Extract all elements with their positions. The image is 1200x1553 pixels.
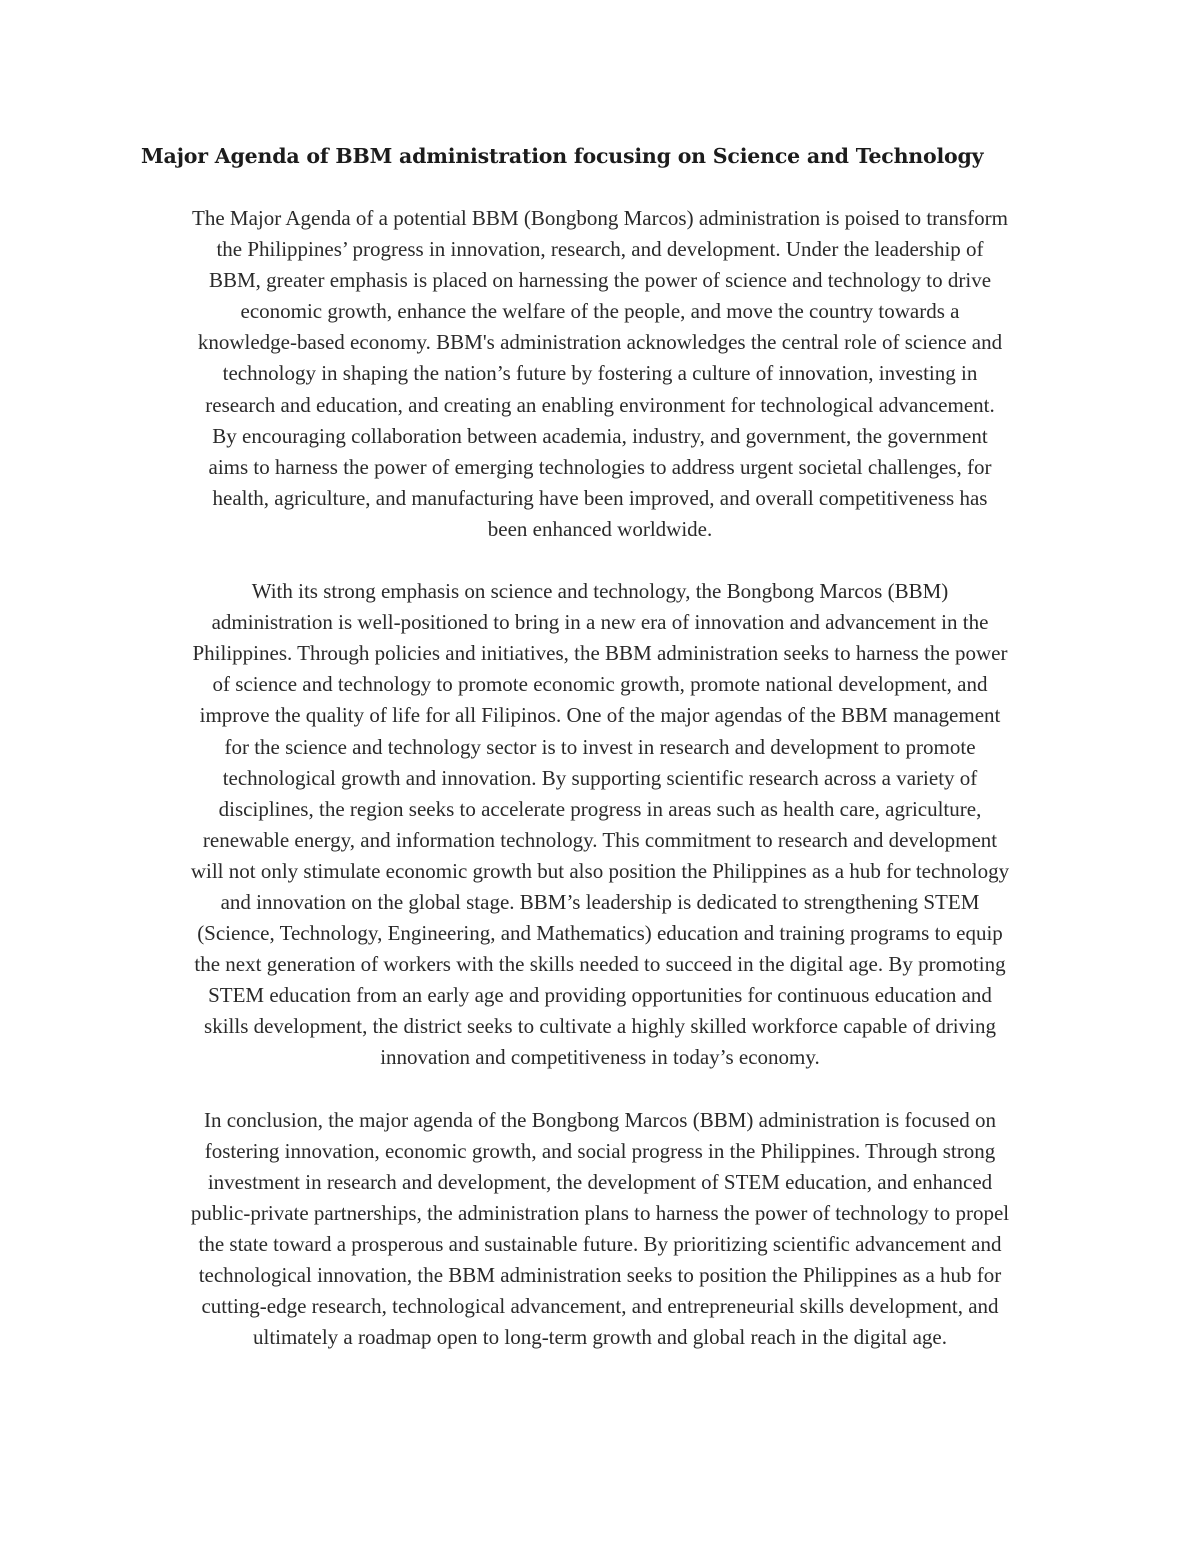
- text-line: STEM education from an early age and providing opportunities for continuous education and: [208, 983, 992, 1008]
- text-line: ultimately a roadmap open to long-term growth and global reach in the digital age.: [253, 1325, 947, 1350]
- text-line: disciplines, the region seeks to accelerate progress in areas such as health care, agriculture,: [218, 796, 982, 821]
- text-line: technology in shaping the nation’s future by fostering a culture of innovation, investing in: [222, 361, 978, 386]
- text-line: will not only stimulate economic growth but also position the Philippines as a hub for technology: [190, 858, 1010, 883]
- document-title: Major Agenda of BBM administration focusing on Science and Technology: [141, 144, 984, 168]
- text-line: fostering innovation, economic growth, and social progress in the Philippines. Through strong: [204, 1138, 996, 1163]
- text-line: and innovation on the global stage. BBM’s leadership is dedicated to strengthening STEM: [220, 889, 980, 914]
- text-line: BBM, greater emphasis is placed on harnessing the power of science and technology to drive: [208, 268, 992, 293]
- text-line: investment in research and development, the development of STEM education, and enhanced: [207, 1169, 993, 1194]
- text-line: research and education, and creating an enabling environment for technological advancement.: [205, 392, 995, 417]
- text-line: the state toward a prosperous and sustainable future. By prioritizing scientific advancement and: [198, 1231, 1002, 1256]
- text-line: Philippines. Through policies and initiatives, the BBM administration seeks to harness the power: [192, 641, 1008, 666]
- text-line: economic growth, enhance the welfare of the people, and move the country towards a: [240, 299, 960, 324]
- text-line: With its strong emphasis on science and technology, the Bongbong Marcos (BBM): [251, 579, 949, 604]
- paragraph-introduction: [130, 203, 1070, 545]
- text-line: aims to harness the power of emerging technologies to address urgent societal challenges, for: [208, 454, 992, 479]
- text-line: innovation and competitiveness in today’s economy.: [380, 1045, 820, 1070]
- text-line: of science and technology to promote economic growth, promote national development, and: [212, 672, 988, 697]
- text-line: for the science and technology sector is to invest in research and development to promote: [224, 734, 976, 759]
- text-line: been enhanced worldwide.: [487, 516, 713, 541]
- text-line: In conclusion, the major agenda of the Bongbong Marcos (BBM) administration is focused on: [203, 1107, 996, 1132]
- text-line: cutting-edge research, technological advancement, and entrepreneurial skills development, and: [201, 1294, 999, 1319]
- document-body: [130, 203, 1070, 1384]
- text-line: By encouraging collaboration between academia, industry, and government, the government: [212, 423, 988, 448]
- text-line: knowledge-based economy. BBM's administration acknowledges the central role of science and: [197, 330, 1003, 355]
- text-line: the Philippines’ progress in innovation, research, and development. Under the leadership of: [216, 237, 984, 262]
- text-line: technological innovation, the BBM administration seeks to position the Philippines as a hub for: [198, 1263, 1002, 1287]
- text-line: improve the quality of life for all Filipinos. One of the major agendas of the BBM management: [199, 703, 1001, 728]
- paragraph-conclusion: [130, 1105, 1070, 1354]
- text-line: (Science, Technology, Engineering, and Mathematics) education and training programs to equip: [197, 921, 1003, 946]
- text-line: technological growth and innovation. By supporting scientific research across a variety of: [222, 765, 978, 790]
- text-line: The Major Agenda of a potential BBM (Bongbong Marcos) administration is poised to transform: [192, 206, 1008, 230]
- text-line: the next generation of workers with the skills needed to succeed in the digital age. By promoting: [194, 952, 1006, 977]
- text-line: public-private partnerships, the administration plans to harness the power of technology to propel: [190, 1200, 1010, 1225]
- text-line: skills development, the district seeks to cultivate a highly skilled workforce capable of driving: [204, 1014, 996, 1039]
- text-line: renewable energy, and information technology. This commitment to research and development: [202, 827, 998, 852]
- text-line: health, agriculture, and manufacturing have been improved, and overall competitiveness has: [212, 485, 988, 510]
- text-line: administration is well-positioned to bring in a new era of innovation and advancement in the: [211, 610, 989, 635]
- paragraph-body: [130, 576, 1070, 1074]
